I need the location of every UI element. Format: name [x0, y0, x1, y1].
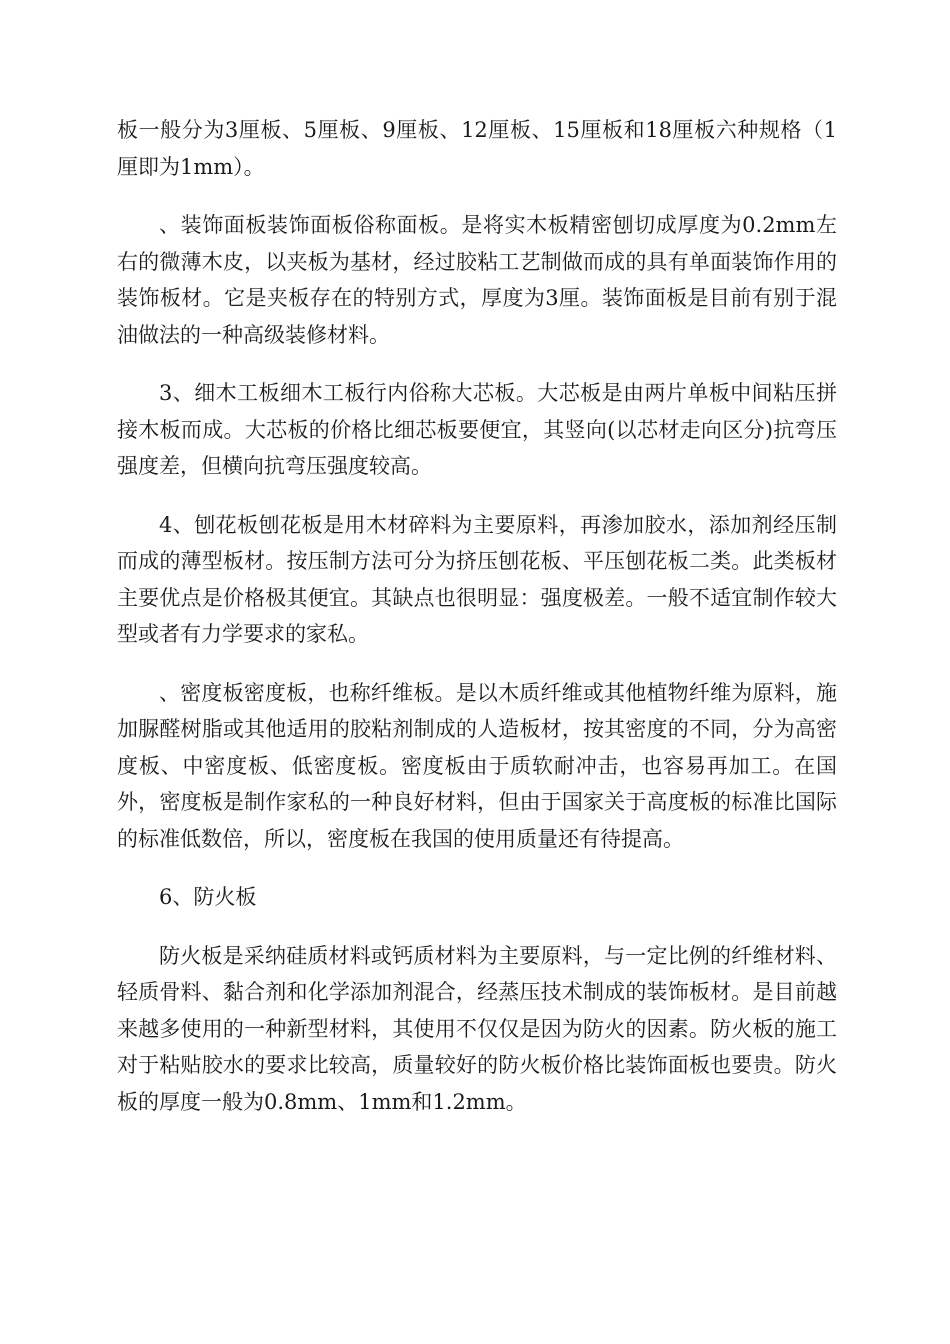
paragraph-density-board: 、密度板密度板，也称纤维板。是以木质纤维或其他植物纤维为原料，施加脲醛树脂或其他适用的胶粘剂制成的人造板材，按其密度的不同，分为高密度板、中密度板、低密度板。密度板由于质软耐冲击，也容易再加工。在国外，密度板是制作家私的一种良好材料，但由于国家关于高度板的标准比国际的标准低数倍，所以，密度板在我国的使用质量还有待提高。 [117, 680, 837, 851]
paragraph-blockboard: 3、细木工板细木工板行内俗称大芯板。大芯板是由两片单板中间粘压拼接木板而成。大芯板的价格比细芯板要便宜，其竖向(以芯材走向区分)抗弯压强度差，但横向抗弯压强度较高。 [117, 381, 837, 478]
paragraph-particleboard: 4、刨花板刨花板是用木材碎料为主要原料，再渗加胶水，添加剂经压制而成的薄型板材。按压制方法可分为挤压刨花板、平压刨花板二类。此类板材主要优点是价格极其便宜。其缺点也很明显：强度极差。一般不适宜制作较大型或者有力学要求的家私。 [117, 512, 837, 646]
document-body [117, 112, 837, 1142]
paragraph-board-specs: 板一般分为3厘板、5厘板、9厘板、12厘板、15厘板和18厘板六种规格（1厘即为1mm）。 [117, 118, 837, 179]
paragraph-decorative-panel: 、装饰面板装饰面板俗称面板。是将实木板精密刨切成厚度为0.2mm左右的微薄木皮，以夹板为基材，经过胶粘工艺制做而成的具有单面装饰作用的装饰板材。它是夹板存在的特别方式，厚度为3厘。装饰面板是目前有别于混油做法的一种高级装修材料。 [117, 213, 837, 347]
paragraph-fireproof-board: 防火板是采纳硅质材料或钙质材料为主要原料，与一定比例的纤维材料、轻质骨料、黏合剂和化学添加剂混合，经蒸压技术制成的装饰板材。是目前越来越多使用的一种新型材料，其使用不仅仅是因为防火的因素。防火板的施工对于粘贴胶水的要求比较高，质量较好的防火板价格比装饰面板也要贵。防火板的厚度一般为0.8mm、1mm和1.2mm。 [117, 943, 837, 1114]
heading-fireproof-board: 6、防火板 [159, 885, 257, 909]
